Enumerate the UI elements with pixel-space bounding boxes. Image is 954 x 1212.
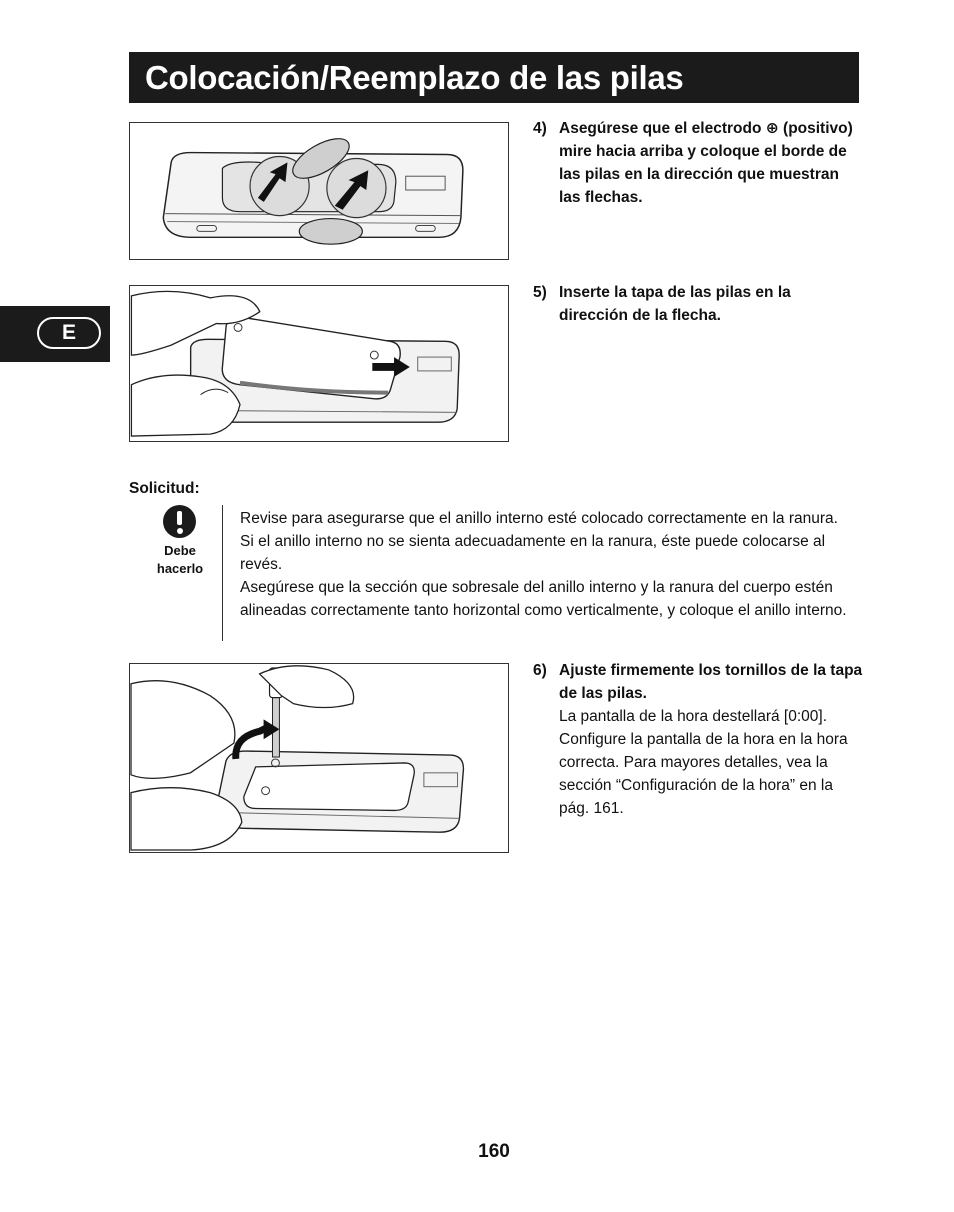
page-title-bar <box>129 52 859 103</box>
exclamation-dot <box>177 528 183 534</box>
step-6 <box>533 659 863 820</box>
cover-insert-drawing <box>130 286 508 441</box>
battery-insert-drawing <box>130 123 508 259</box>
screw-tighten-illustration <box>129 663 509 853</box>
must-do-label-line1: Debe <box>164 543 196 558</box>
caution-label: Solicitud: <box>129 480 200 497</box>
caution-divider <box>222 505 223 641</box>
must-do-label <box>145 542 215 578</box>
language-tab <box>0 306 110 362</box>
step-5 <box>533 281 853 327</box>
language-tab-label: E <box>37 317 101 349</box>
step-6-body <box>559 659 863 820</box>
step-5-text: Inserte la tapa de las pilas en la dirección de la flecha. <box>559 284 791 324</box>
step-4 <box>533 117 853 209</box>
caution-paragraph-2: Asegúrese que la sección que sobresale del anillo interno y la ranura del cuerpo estén alineadas correctamente tanto horizontal como verticalmente, y coloque el anillo interno. <box>240 579 847 619</box>
caution-text <box>240 507 855 622</box>
step-4-number: 4) <box>533 120 547 137</box>
step-5-number: 5) <box>533 284 547 301</box>
step-6-text: Ajuste firmemente los tornillos de la tapa de las pilas. <box>559 662 863 702</box>
step-4-text: Asegúrese que el electrodo ⊕ (positivo) mire hacia arriba y coloque el borde de las pilas en la dirección que muestran las flechas. <box>559 120 853 206</box>
caution-paragraph-1: Revise para asegurarse que el anillo interno esté colocado correctamente en la ranura. Si el anillo interno no se sienta adecuadamente en la ranura, éste puede colocarse al revés. <box>240 510 838 573</box>
must-do-label-line2: hacerlo <box>156 561 204 576</box>
exclamation-bar <box>177 511 182 525</box>
exclamation-circle-icon <box>163 505 196 538</box>
step-6-number: 6) <box>533 662 547 679</box>
page-title: Colocación/Reemplazo de las pilas <box>145 58 684 96</box>
page-number: 160 <box>478 1141 510 1162</box>
cover-insert-illustration <box>129 285 509 442</box>
step-6-detail: La pantalla de la hora destellará [0:00]. Configure la pantalla de la hora en la hora correcta. Para mayores detalles, vea la sección “Configuración de la hora” en la pág. 161. <box>559 708 848 817</box>
screw-tighten-drawing <box>130 664 508 852</box>
battery-insert-illustration <box>129 122 509 260</box>
